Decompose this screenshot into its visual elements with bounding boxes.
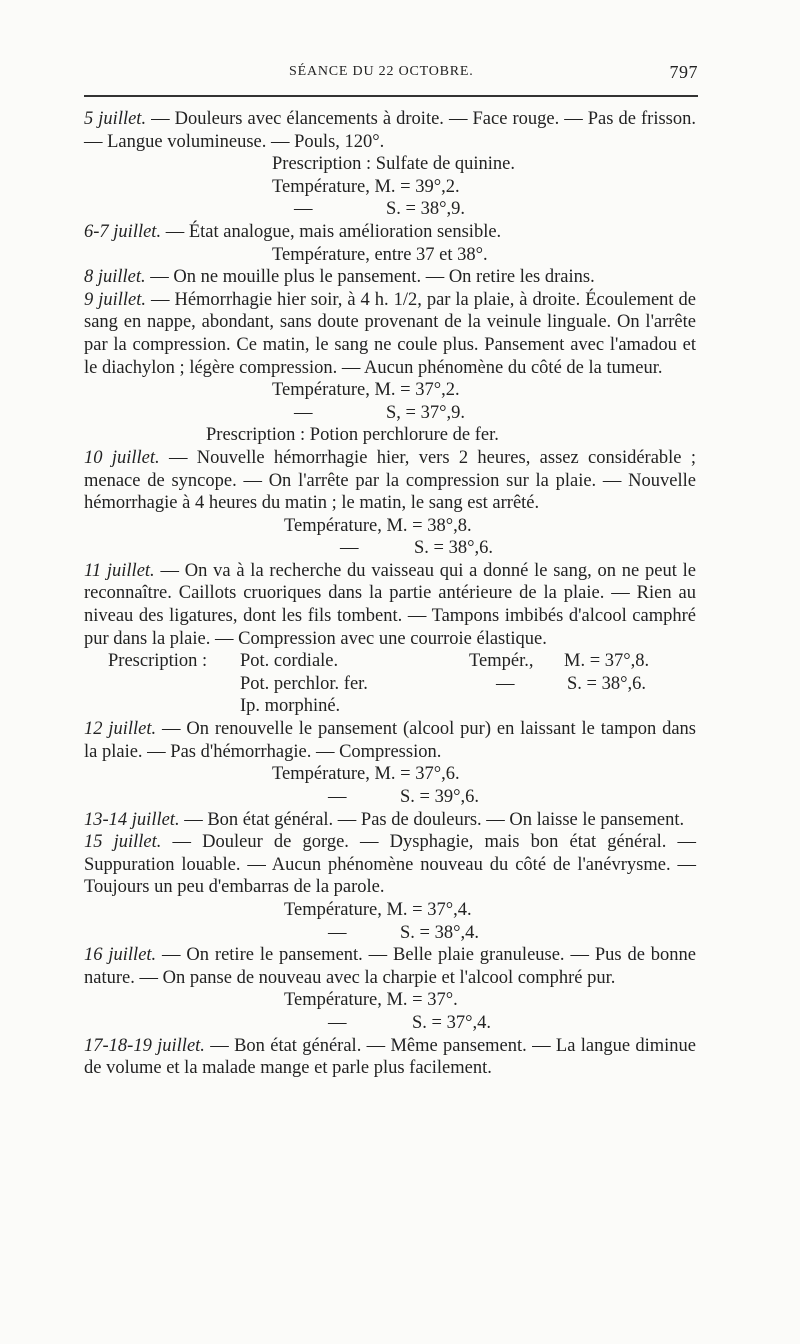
temperature-evening: — S, = 37°,9. [294,402,465,423]
entry-text: — Hémorrhagie hier soir, à 4 h. 1/2, par la plaie, à droite. Écoulement de sang en nappe, abondant, sans doute provenant de la veinule linguale. On l'arrête par la compression. Ce matin, le sang ne coule plus. Pansement avec l'amadou et le diachylon ; légère compression. — Aucun phénomène du côté de la tumeur. [84,289,696,378]
temperature-morning: Température, M. = 37°. [284,990,458,1011]
entry-date: 5 juillet. [84,109,147,129]
entry-date: 10 juillet. [84,447,160,468]
temperature-label: Tempér., [469,651,534,672]
entry-text: — Nouvelle hémorrhagie hier, vers 2 heures, assez considérable ; menace de syncope. — On l'arrête par la compression sur la plaie. — Nouvelle hémorrhagie à 4 heures du matin ; le matin, le sang est arrêté. [84,447,696,514]
temperature-morning: Température, M. = 39°,2. [272,176,460,197]
entry-text: — On ne mouille plus le pansement. — On retire les drains. [145,267,595,288]
temperature-line: Température, entre 37 et 38°. [272,244,488,265]
entry-date: 17-18-19 juillet. [84,1035,205,1056]
entry-date: 15 juillet. [84,832,162,853]
entry-text: — On retire le pansement. — Belle plaie granuleuse. — Pus de bonne nature. — On panse de nouveau avec la charpie et l'alcool comphré pur. [84,945,696,988]
entry-6-7-juillet [84,221,696,244]
temperature-evening: S. = 38°,6. [567,673,646,694]
entry-date: 9 juillet. [84,289,147,310]
document-body [84,108,696,1080]
prescription-line: Prescription : Sulfate de quinine. [272,154,516,175]
entry-text: — État analogue, mais amélioration sensible. [161,221,502,242]
prescription-item: Ip. morphiné. [240,696,341,717]
entry-8-juillet [84,266,696,289]
entry-text: — Bon état général. — Même pansement. — La langue diminue de volume et la malade mange et parle plus facilement. [84,1035,697,1079]
prescription-item: Pot. cordiale. [240,651,339,672]
entry-15-juillet [84,831,696,899]
temperature-evening: — S. = 38°,4. [328,922,479,943]
entry-date: 11 juillet. [84,560,155,581]
temperature-evening: — S. = 38°,6. [340,538,493,559]
prescription-line: Prescription : Potion perchlorure de fer. [206,425,499,446]
header-title: SÉANCE DU 22 OCTOBRE. [289,64,474,79]
entry-12-juillet [84,718,696,763]
entry-10-juillet [84,447,696,515]
entry-13-14-juillet [84,809,696,832]
temperature-morning: Température, M. = 37°,6. [272,764,460,785]
temperature-morning: Température, M. = 38°,8. [284,515,472,536]
entry-11-juillet [84,560,696,650]
prescription-label: Prescription : [108,651,208,672]
temperature-evening: — S. = 38°,9. [294,199,465,220]
entry-text: — Douleur de gorge. — Dysphagie, mais bon état général. — Suppuration louable. — Aucun phénomène nouveau du côté de l'anévrysme. — Toujours un peu d'embarras de la parole. [84,832,696,898]
entry-5-juillet [84,108,696,153]
temperature-dash: — [496,673,515,694]
temperature-evening: — S. = 37°,4. [328,1012,491,1033]
running-header [84,62,698,86]
temperature-morning: Température, M. = 37°,2. [272,380,460,401]
header-rule [84,95,698,97]
page-number: 797 [669,62,698,82]
prescription-temperature-table [84,650,696,718]
entry-16-juillet [84,944,696,989]
entry-17-18-19-juillet [84,1035,696,1080]
temperature-morning: M. = 37°,8. [564,651,650,672]
entry-date: 8 juillet. [84,267,146,288]
entry-date: 6-7 juillet. [84,221,162,242]
entry-date: 16 juillet. [84,945,157,966]
entry-text: — Douleurs avec élancements à droite. — Face rouge. — Pas de frisson. — Langue volumineuse. — Pouls, 120°. [84,109,696,152]
temperature-evening: — S. = 39°,6. [328,787,479,808]
entry-date: 12 juillet. [84,719,157,740]
prescription-item: Pot. perchlor. fer. [240,673,368,694]
entry-9-juillet [84,289,696,379]
entry-text: — Bon état général. — Pas de douleurs. — On laisse le pansement. [179,809,685,830]
temperature-morning: Température, M. = 37°,4. [284,900,472,920]
entry-date: 13-14 juillet. [84,809,180,830]
entry-text: — On va à la recherche du vaisseau qui a donné le sang, on ne peut le reconnaître. Caillots cruoriques dans la partie antérieure de la plaie. — Rien au niveau des ligatures, dont les fils tombent. — Tampons imbibés d'alcool camphré pur dans la plaie. — Compression avec une courroie élastique. [84,560,696,649]
entry-text: — On renouvelle le pansement (alcool pur) en laissant le tampon dans la plaie. — Pas d'hémorrhagie. — Compression. [84,719,696,762]
